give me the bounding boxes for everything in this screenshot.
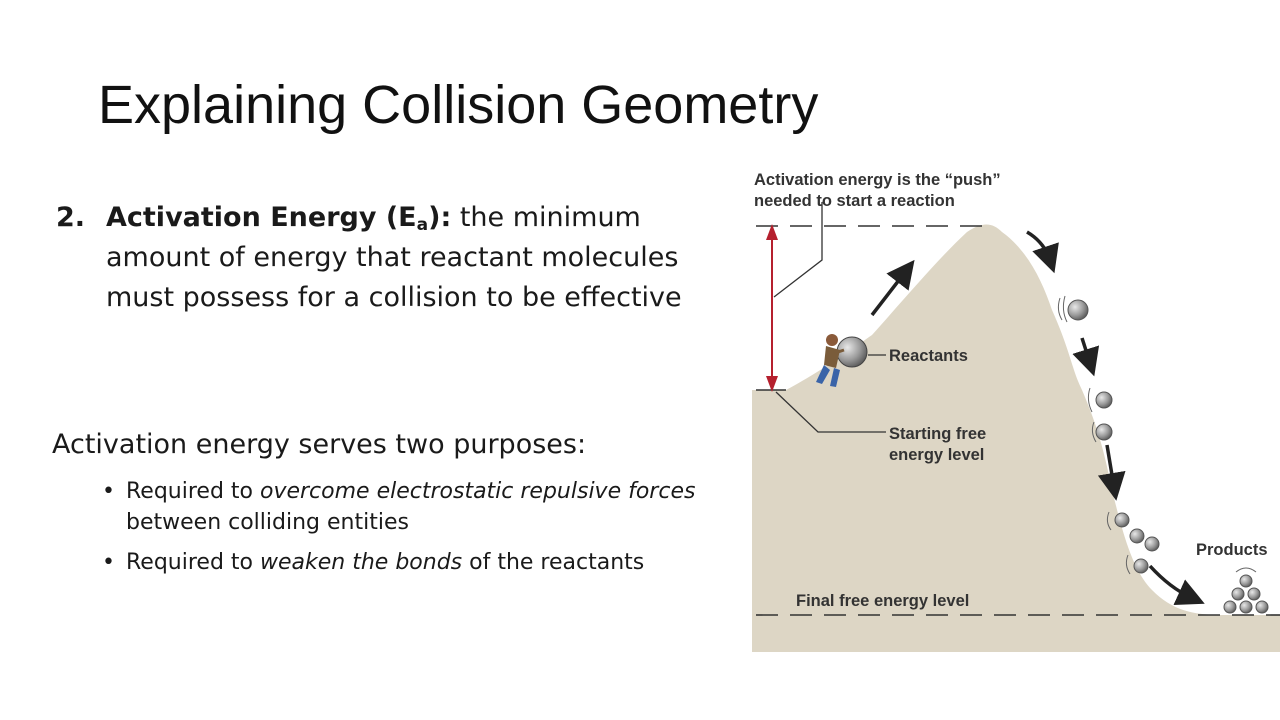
bullet-emphasis: overcome electrostatic repulsive forces bbox=[260, 479, 696, 504]
definition-term bbox=[106, 202, 451, 233]
activation-energy-definition bbox=[56, 198, 736, 318]
list-number: 2. bbox=[56, 202, 86, 233]
energy-hill-diagram bbox=[752, 160, 1280, 652]
bullet-icon: • bbox=[102, 479, 115, 504]
list-item bbox=[100, 476, 740, 538]
definition-text: the minimum amount of energy that reactant molecules must possess for a collision to be effective bbox=[106, 202, 682, 313]
bullet-text-before: Required to bbox=[126, 479, 260, 504]
slide-title: Explaining Collision Geometry bbox=[98, 75, 819, 135]
bullet-text-after: of the reactants bbox=[462, 550, 645, 575]
push-leader-line bbox=[774, 202, 822, 297]
energy-hill bbox=[752, 225, 1280, 653]
purposes-lead: Activation energy serves two purposes: bbox=[52, 429, 587, 460]
bullet-text-before: Required to bbox=[126, 550, 260, 575]
starting-label-line2: energy level bbox=[889, 446, 985, 464]
downhill-arrow-1 bbox=[1082, 338, 1090, 363]
push-label-line1: Activation energy is the “push” bbox=[754, 171, 1001, 189]
final-label: Final free energy level bbox=[796, 592, 970, 610]
term-text: Activation Energy (E bbox=[106, 202, 417, 233]
bullet-icon: • bbox=[102, 550, 115, 575]
over-peak-arrow bbox=[1027, 232, 1050, 260]
products-balls-icon bbox=[1224, 568, 1268, 613]
products-label: Products bbox=[1196, 541, 1268, 559]
term-subscript: a bbox=[416, 215, 429, 235]
reactants-label: Reactants bbox=[889, 347, 968, 365]
term-end: ): bbox=[428, 202, 452, 233]
purposes-list bbox=[100, 476, 740, 587]
bullet-text-after: between colliding entities bbox=[126, 510, 409, 535]
starting-label-line1: Starting free bbox=[889, 425, 987, 443]
bullet-emphasis: weaken the bonds bbox=[260, 550, 463, 575]
push-label-line2: needed to start a reaction bbox=[754, 192, 955, 210]
definition-body bbox=[106, 198, 736, 318]
activation-energy-figure bbox=[752, 160, 1280, 652]
downhill-arrow-3 bbox=[1150, 566, 1192, 598]
list-item bbox=[100, 547, 740, 578]
